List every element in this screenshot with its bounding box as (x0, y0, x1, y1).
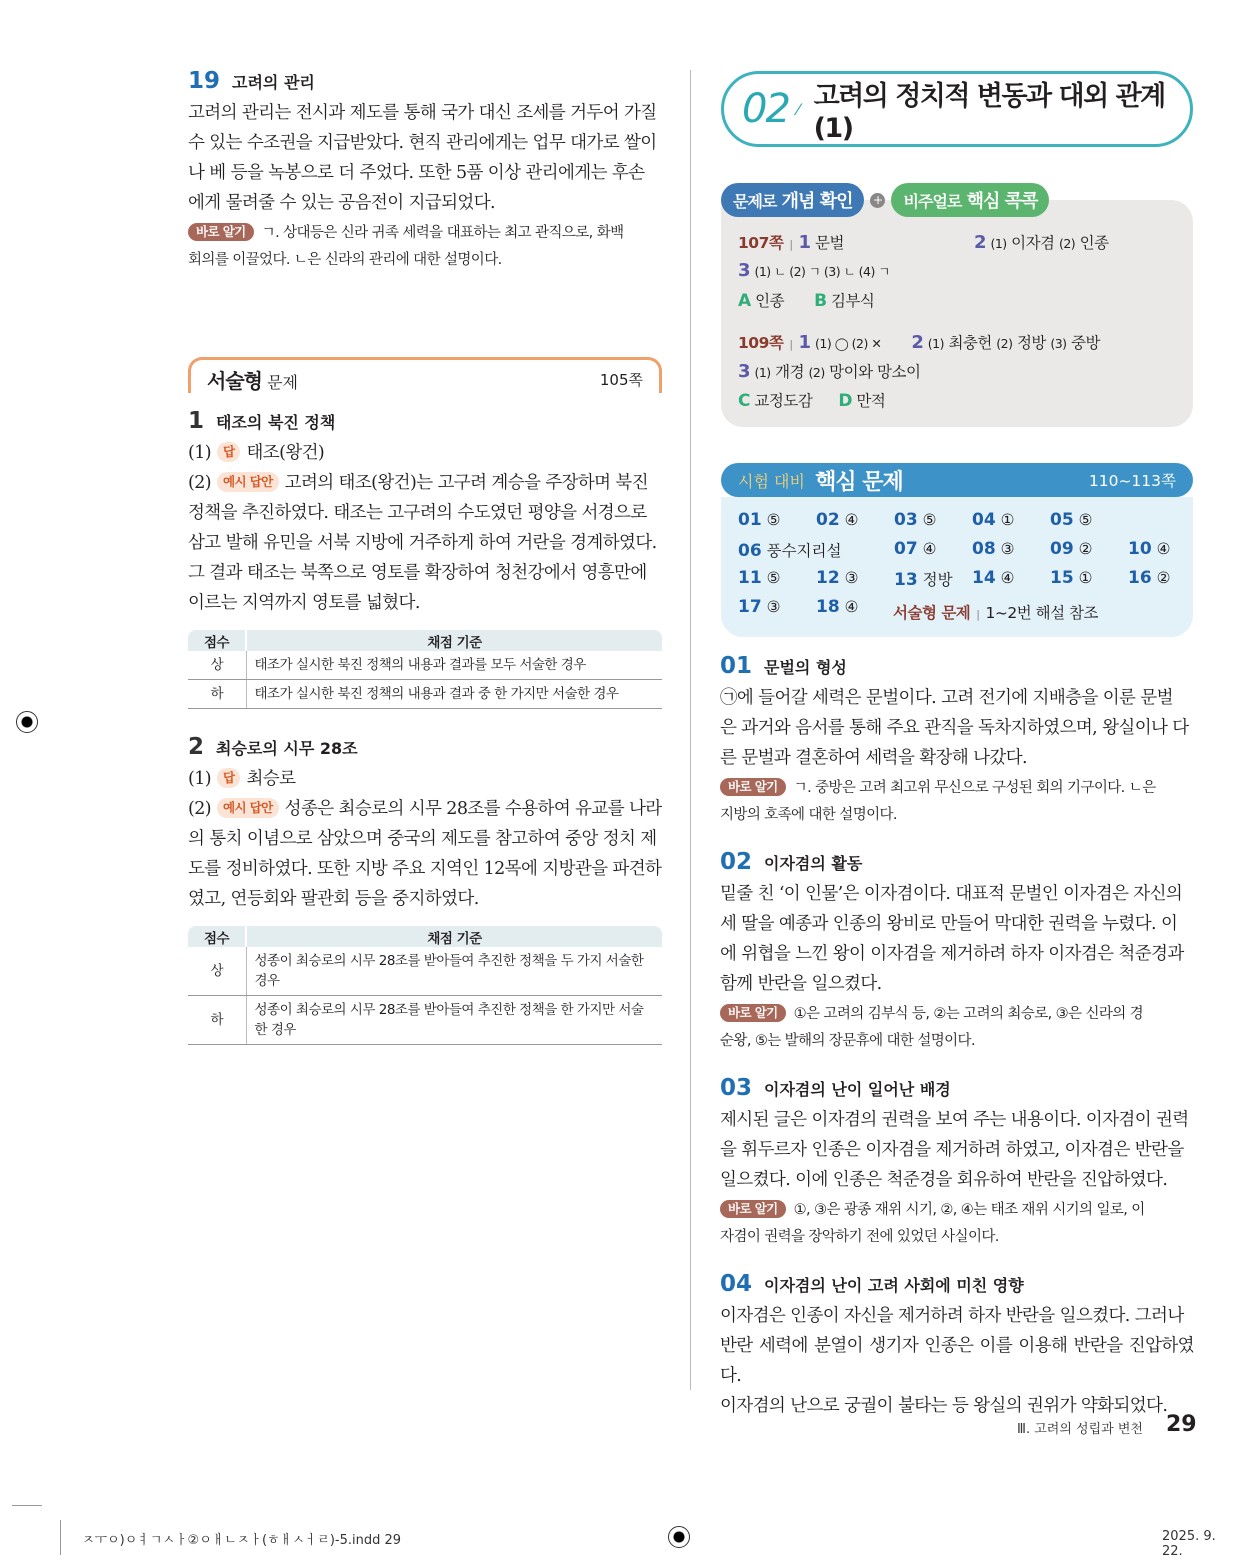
text-line: 이자겸은 인종이 자신을 제거하려 하자 반란을 일으켰다. 그러나 (720, 1306, 1184, 1326)
text-line-content: 고려의 태조(왕건)는 고구려 계승을 주장하며 북진 (284, 473, 649, 493)
score-cell: 상 (188, 651, 246, 680)
concept-pill (721, 183, 864, 217)
a: (2) (808, 365, 825, 380)
pill-text: 문제로 (733, 191, 777, 211)
answers-109-cd (738, 389, 885, 411)
concept-pills (721, 183, 1049, 217)
table-header (188, 926, 662, 947)
a: 인종 (1079, 234, 1109, 252)
text-line (188, 588, 662, 618)
a: 이자겸 (1011, 234, 1055, 252)
question-number: 03 (720, 1075, 753, 1101)
chapter-title-box (721, 71, 1193, 147)
text-line: 제시된 글은 이자겸의 권력을 보여 주는 내용이다. 이자겸이 권력 (720, 1110, 1189, 1130)
table-row (188, 651, 662, 680)
answer-value: ① (1000, 511, 1015, 529)
core-answer (816, 597, 894, 619)
n: C (738, 391, 750, 411)
core-answer (738, 597, 816, 619)
a: (2) (996, 336, 1013, 351)
note-line: ①, ③은 광종 재위 시기, ②, ④는 태조 재위 시기의 일로, 이 (793, 1202, 1145, 1218)
answers-107-ab (738, 289, 874, 311)
text-line (188, 558, 662, 588)
core-answer (1128, 510, 1188, 532)
text-line (188, 468, 662, 498)
explanations (720, 653, 1194, 1441)
text-line: 반란 세력에 분열이 생기자 인종은 이를 이용해 반란을 진압하였다. (720, 1336, 1194, 1386)
essay-header (188, 357, 662, 393)
text-line-content: 도를 정비하였다. 또한 지방 주요 지역인 12목에 지방관을 파견하 (188, 859, 662, 879)
table-row (188, 996, 662, 1045)
header-criteria: 채점 기준 (246, 630, 662, 651)
core-pages: 110~113쪽 (1088, 472, 1176, 490)
a: 인종 (755, 292, 785, 310)
question-title: 이자겸의 활동 (764, 854, 863, 873)
answer-label: (2) (188, 799, 211, 819)
explanation-item (720, 849, 1194, 1055)
registration-mark (668, 1526, 690, 1548)
n: A (738, 291, 751, 311)
answer-value: ⑤ (922, 511, 937, 529)
visual-pill (891, 183, 1049, 217)
answer-value: ② (1156, 569, 1171, 587)
question-number: 02 (720, 849, 753, 875)
registration-mark (16, 711, 38, 733)
note-line: ①은 고려의 김부식 등, ②는 고려의 최승로, ③은 신라의 경 (793, 1006, 1144, 1022)
answer-tag: 예시 답안 (217, 472, 279, 492)
a: (3) (1050, 336, 1067, 351)
core-answer (1050, 539, 1128, 561)
slug-filename: ㅈㅜㅇ)ㅇㅕㄱㅅㅏ②ㅇㅐㄴㅈㅏ(ㅎㅐㅅㅓㄹ)-5.indd 29 (82, 1533, 402, 1548)
text-line (188, 158, 662, 188)
core-essay-ref: 서술형 문제 | 1~2번 해설 참조 (893, 604, 1098, 622)
a: (1) (990, 236, 1007, 251)
text-line (188, 498, 662, 528)
answer-text: 최승로 (246, 769, 296, 789)
answer-number: 16 (1128, 568, 1152, 588)
a: 교정도감 (754, 392, 813, 410)
note (720, 1197, 1194, 1251)
chapter-title: 고려의 정치적 변동과 대외 관계(1) (813, 81, 1165, 144)
question-title: 최승로의 시무 28조 (216, 739, 358, 758)
answer-number: 11 (738, 568, 762, 588)
answer-value: ③ (766, 598, 781, 616)
scoring-table (188, 926, 662, 1045)
page-ref: 107쪽 (738, 234, 784, 252)
text-line: 일으켰다. 이에 인종은 척준경을 회유하여 반란을 진압하였다. (720, 1170, 1168, 1190)
answers-107: 107쪽 | 1 문벌 2 (1) 이자겸 (2) 인종 (738, 232, 1109, 253)
text-line-content: 삼고 발해 유민을 서북 지방에 거주하게 하여 거란을 경계하였다. (188, 533, 657, 553)
core-answer (738, 510, 816, 532)
text-line-content: 그 결과 태조는 북쪽으로 영토를 확장하여 청천강에서 영흥만에 (188, 563, 647, 583)
answer-number: 09 (1050, 539, 1074, 559)
answer-value: ② (1078, 540, 1093, 558)
n: B (814, 291, 827, 311)
answer-number: 17 (738, 597, 762, 617)
core-header (721, 463, 1193, 497)
question-number: 2 (188, 734, 205, 760)
plus-icon: + (870, 193, 885, 208)
criteria-cell: 태조가 실시한 북진 정책의 내용과 결과를 모두 서술한 경우 (246, 651, 662, 680)
criteria-cell: 성종이 최승로의 시무 28조를 받아들여 추진한 정책을 한 가지만 서술한 경우 (246, 996, 662, 1045)
note (188, 220, 662, 274)
question-title: 이자겸의 난이 일어난 배경 (764, 1080, 951, 1099)
example-answer (188, 794, 662, 914)
core-answer (816, 510, 894, 532)
text-line-content: 나 베 등을 녹봉으로 더 주었다. 또한 5품 이상 관리에게는 후손 (188, 163, 645, 183)
text-line (188, 824, 662, 854)
core-answer (894, 539, 972, 561)
answer-value: ③ (844, 569, 859, 587)
text-line (188, 854, 662, 884)
answer-number: 05 (1050, 510, 1074, 530)
core-answer (1050, 510, 1128, 532)
text-line-content: 에게 물려줄 수 있는 공음전이 지급되었다. (188, 193, 495, 213)
question-19 (188, 68, 662, 274)
answer-value: ③ (1000, 540, 1015, 558)
explanation-item (720, 1271, 1194, 1421)
table-row (188, 947, 662, 996)
text-line-content: 정책을 추진하였다. 태조는 고구려의 수도였던 평양을 서경으로 (188, 503, 647, 523)
core-answer (972, 539, 1050, 561)
note-line: 회의를 이끌었다. ㄴ은 신라의 관리에 대한 설명이다. (188, 252, 502, 268)
a: 최충헌 (948, 334, 992, 352)
text-line-content: 수 있는 수조권을 지급받았다. 현직 관리에게는 업무 대가로 쌀이 (188, 133, 657, 153)
a: 김부식 (830, 292, 875, 310)
answer-number: 04 (972, 510, 996, 530)
a: (2) (1058, 236, 1076, 251)
answer-value: ④ (844, 511, 859, 529)
header-score: 점수 (188, 926, 246, 947)
a: (1) ㄴ (2) ㄱ (3) ㄴ (4) ㄱ (754, 264, 890, 279)
note (720, 775, 1194, 829)
core-answer (1128, 568, 1188, 590)
core-answer (816, 568, 894, 590)
note-tag: 바로 알기 (720, 1200, 786, 1218)
text-line (188, 884, 662, 914)
answer-value: ④ (844, 598, 859, 616)
note-tag: 바로 알기 (188, 223, 254, 241)
scoring-table (188, 630, 662, 709)
text-line: 에 위협을 느낀 왕이 이자겸을 제거하려 하자 이자겸은 척준경과 (720, 944, 1184, 964)
question-title: 태조의 북진 정책 (216, 413, 336, 432)
note-line: 지방의 호족에 대한 설명이다. (720, 807, 897, 823)
explanation-item (720, 1075, 1194, 1251)
answer-number: 15 (1050, 568, 1074, 588)
a: 망이와 망소이 (829, 363, 921, 381)
note-line: 자겸이 권력을 장악하기 전에 있었던 사실이다. (720, 1229, 999, 1245)
page-number: 29 (1166, 1412, 1197, 1437)
note-line: ㄱ. 상대등은 신라 귀족 세력을 대표하는 최고 관직으로, 화백 (261, 225, 624, 241)
answer-number: 02 (816, 510, 840, 530)
text-line: 세 딸을 예종과 인종의 왕비로 만들어 막대한 권력을 누렸다. 이 (720, 914, 1178, 934)
answer-label: (2) (188, 473, 211, 493)
criteria-cell: 태조가 실시한 북진 정책의 내용과 결과 중 한 가지만 서술한 경우 (246, 680, 662, 709)
answer-text: 태조(왕건) (246, 443, 325, 463)
crop-mark (60, 1520, 61, 1555)
a: 정방 (1016, 334, 1046, 352)
core-title: 핵심 문제 (815, 469, 903, 495)
answer-value: ⑤ (1078, 511, 1093, 529)
answer-tag: 답 (217, 768, 240, 788)
core-answer (894, 568, 972, 590)
note-tag: 바로 알기 (720, 778, 786, 796)
note-line: 순왕, ⑤는 발해의 장문휴에 대한 설명이다. (720, 1033, 975, 1049)
n: D (838, 391, 852, 411)
explanation-text (188, 98, 662, 218)
core-answer (738, 539, 894, 561)
answer-number: 12 (816, 568, 840, 588)
answers-109-3 (738, 360, 920, 382)
header-criteria: 채점 기준 (246, 926, 662, 947)
a: (1) ◯ (2) ✕ (815, 336, 882, 351)
core-answer (894, 510, 972, 532)
answer-value: ④ (1000, 569, 1015, 587)
pill-bold: 개념 확인 (781, 191, 853, 212)
score-cell: 하 (188, 680, 246, 709)
section-footer: Ⅲ. 고려의 성립과 변천 (1017, 1422, 1143, 1437)
answers-107-3 (738, 260, 890, 281)
question-title: 고려의 관리 (232, 73, 315, 92)
text-line: 함께 반란을 일으켰다. (720, 974, 882, 994)
chapter-number: 02 (742, 86, 789, 132)
question-number: 01 (720, 653, 753, 679)
text-line: 밑줄 친 ‘이 인물’은 이자겸이다. 대표적 문벌인 이자겸은 자신의 (720, 884, 1183, 904)
score-cell: 하 (188, 996, 246, 1045)
essay-2 (188, 734, 662, 1045)
answer-number: 13 (894, 570, 918, 590)
question-number: 19 (188, 68, 221, 94)
text-line: 른 문벌과 결혼하여 세력을 확장해 나갔다. (720, 748, 1027, 768)
slash-icon: ⁄ (796, 99, 800, 119)
essay-1 (188, 408, 662, 709)
text-line (188, 794, 662, 824)
note (720, 1001, 1194, 1055)
answers-109: 109쪽 | 1 (1) ◯ (2) ✕ 2 (1) 최충헌 (2) 정방 (3) 중방 (738, 332, 1100, 353)
pill-bold: 핵심 콕콕 (966, 191, 1038, 212)
text-line (188, 128, 662, 158)
question-number: 04 (720, 1271, 753, 1297)
n: 2 (911, 332, 924, 353)
answer-number: 10 (1128, 539, 1152, 559)
text-line: 이자겸의 난으로 궁궐이 불타는 등 왕실의 권위가 약화되었다. (720, 1396, 1168, 1416)
answer-label: (1) (188, 443, 211, 463)
answer-number: 07 (894, 539, 918, 559)
essay-label: 서술형 문제 (893, 604, 971, 622)
a: 중방 (1071, 334, 1100, 352)
table-header (188, 630, 662, 651)
answer-number: 08 (972, 539, 996, 559)
n: 1 (798, 232, 811, 253)
text-line-content: 이르는 지역까지 영토를 넓혔다. (188, 593, 420, 613)
answer-tag: 예시 답안 (217, 798, 279, 818)
a: 개경 (775, 363, 805, 381)
note-line: ㄱ. 중방은 고려 최고위 무신으로 구성된 회의 기구이다. ㄴ은 (793, 780, 1156, 796)
header-score: 점수 (188, 630, 246, 651)
column-divider (690, 70, 691, 1390)
text-line: 은 과거와 음서를 통해 주요 관직을 독차지하였으며, 왕실이나 다 (720, 718, 1189, 738)
core-answer (738, 568, 816, 590)
n: 3 (738, 361, 751, 382)
core-answer (1128, 539, 1188, 561)
answer-value: 풍수지리설 (766, 542, 842, 560)
answer-value: ① (1078, 569, 1093, 587)
answer-number: 01 (738, 510, 762, 530)
page-ref: 109쪽 (738, 334, 784, 352)
crop-mark (12, 1505, 42, 1506)
answer-number: 14 (972, 568, 996, 588)
question-title: 문벌의 형성 (764, 658, 847, 677)
text-line: 을 휘두르자 인종은 이자겸을 제거하려 하였고, 이자겸은 반란을 (720, 1140, 1184, 1160)
a: (1) (927, 336, 944, 351)
answer-value: ⑤ (766, 511, 781, 529)
n: 1 (798, 332, 811, 353)
text-line-content: 의 통치 이념으로 삼았으며 중국의 제도를 참고하여 중앙 정치 제 (188, 829, 657, 849)
question-number: 1 (188, 408, 205, 434)
text-line: ㉠에 들어갈 세력은 문벌이다. 고려 전기에 지배층을 이룬 문벌 (720, 688, 1173, 708)
answer-value: ④ (1156, 540, 1171, 558)
essay-ref: 1~2번 해설 참조 (985, 604, 1098, 622)
answer-number: 06 (738, 541, 762, 561)
text-line (188, 188, 662, 218)
n: 3 (738, 260, 751, 281)
answer-tag: 답 (217, 442, 240, 462)
core-label: 시험 대비 (738, 471, 805, 491)
answer-label: (1) (188, 769, 211, 789)
a: 만적 (856, 392, 886, 410)
answer-value: 정방 (922, 571, 953, 589)
question-title: 이자겸의 난이 고려 사회에 미친 영향 (764, 1276, 1024, 1295)
essay-title: 서술형 (207, 369, 262, 393)
essay-page: 105쪽 (599, 371, 643, 389)
essay-title-rest: 문제 (267, 373, 298, 392)
text-line (188, 528, 662, 558)
table-row (188, 680, 662, 709)
answer-value: ⑤ (766, 569, 781, 587)
text-line-content: 성종은 최승로의 시무 28조를 수용하여 유교를 나라 (284, 799, 662, 819)
core-answer (972, 568, 1050, 590)
example-answer (188, 468, 662, 618)
note-tag: 바로 알기 (720, 1004, 786, 1022)
slug-date: 2025. 9. 22. (1162, 1529, 1216, 1559)
core-answer (1050, 568, 1128, 590)
text-line-content: 고려의 관리는 전시과 제도를 통해 국가 대신 조세를 거두어 가질 (188, 103, 657, 123)
answer-number: 03 (894, 510, 918, 530)
n: 2 (973, 232, 986, 253)
text-line-content: 였고, 연등회와 팔관회 등을 중지하였다. (188, 889, 479, 909)
score-cell: 상 (188, 947, 246, 996)
answer-value: ④ (922, 540, 937, 558)
text-line (188, 98, 662, 128)
core-answer (972, 510, 1050, 532)
criteria-cell: 성종이 최승로의 시무 28조를 받아들여 추진한 정책을 두 가지 서술한 경우 (246, 947, 662, 996)
answer-number: 18 (816, 597, 840, 617)
a: (1) (754, 365, 771, 380)
pill-text: 비주얼로 (903, 191, 962, 211)
explanation-item (720, 653, 1194, 829)
a: 문벌 (815, 234, 844, 252)
